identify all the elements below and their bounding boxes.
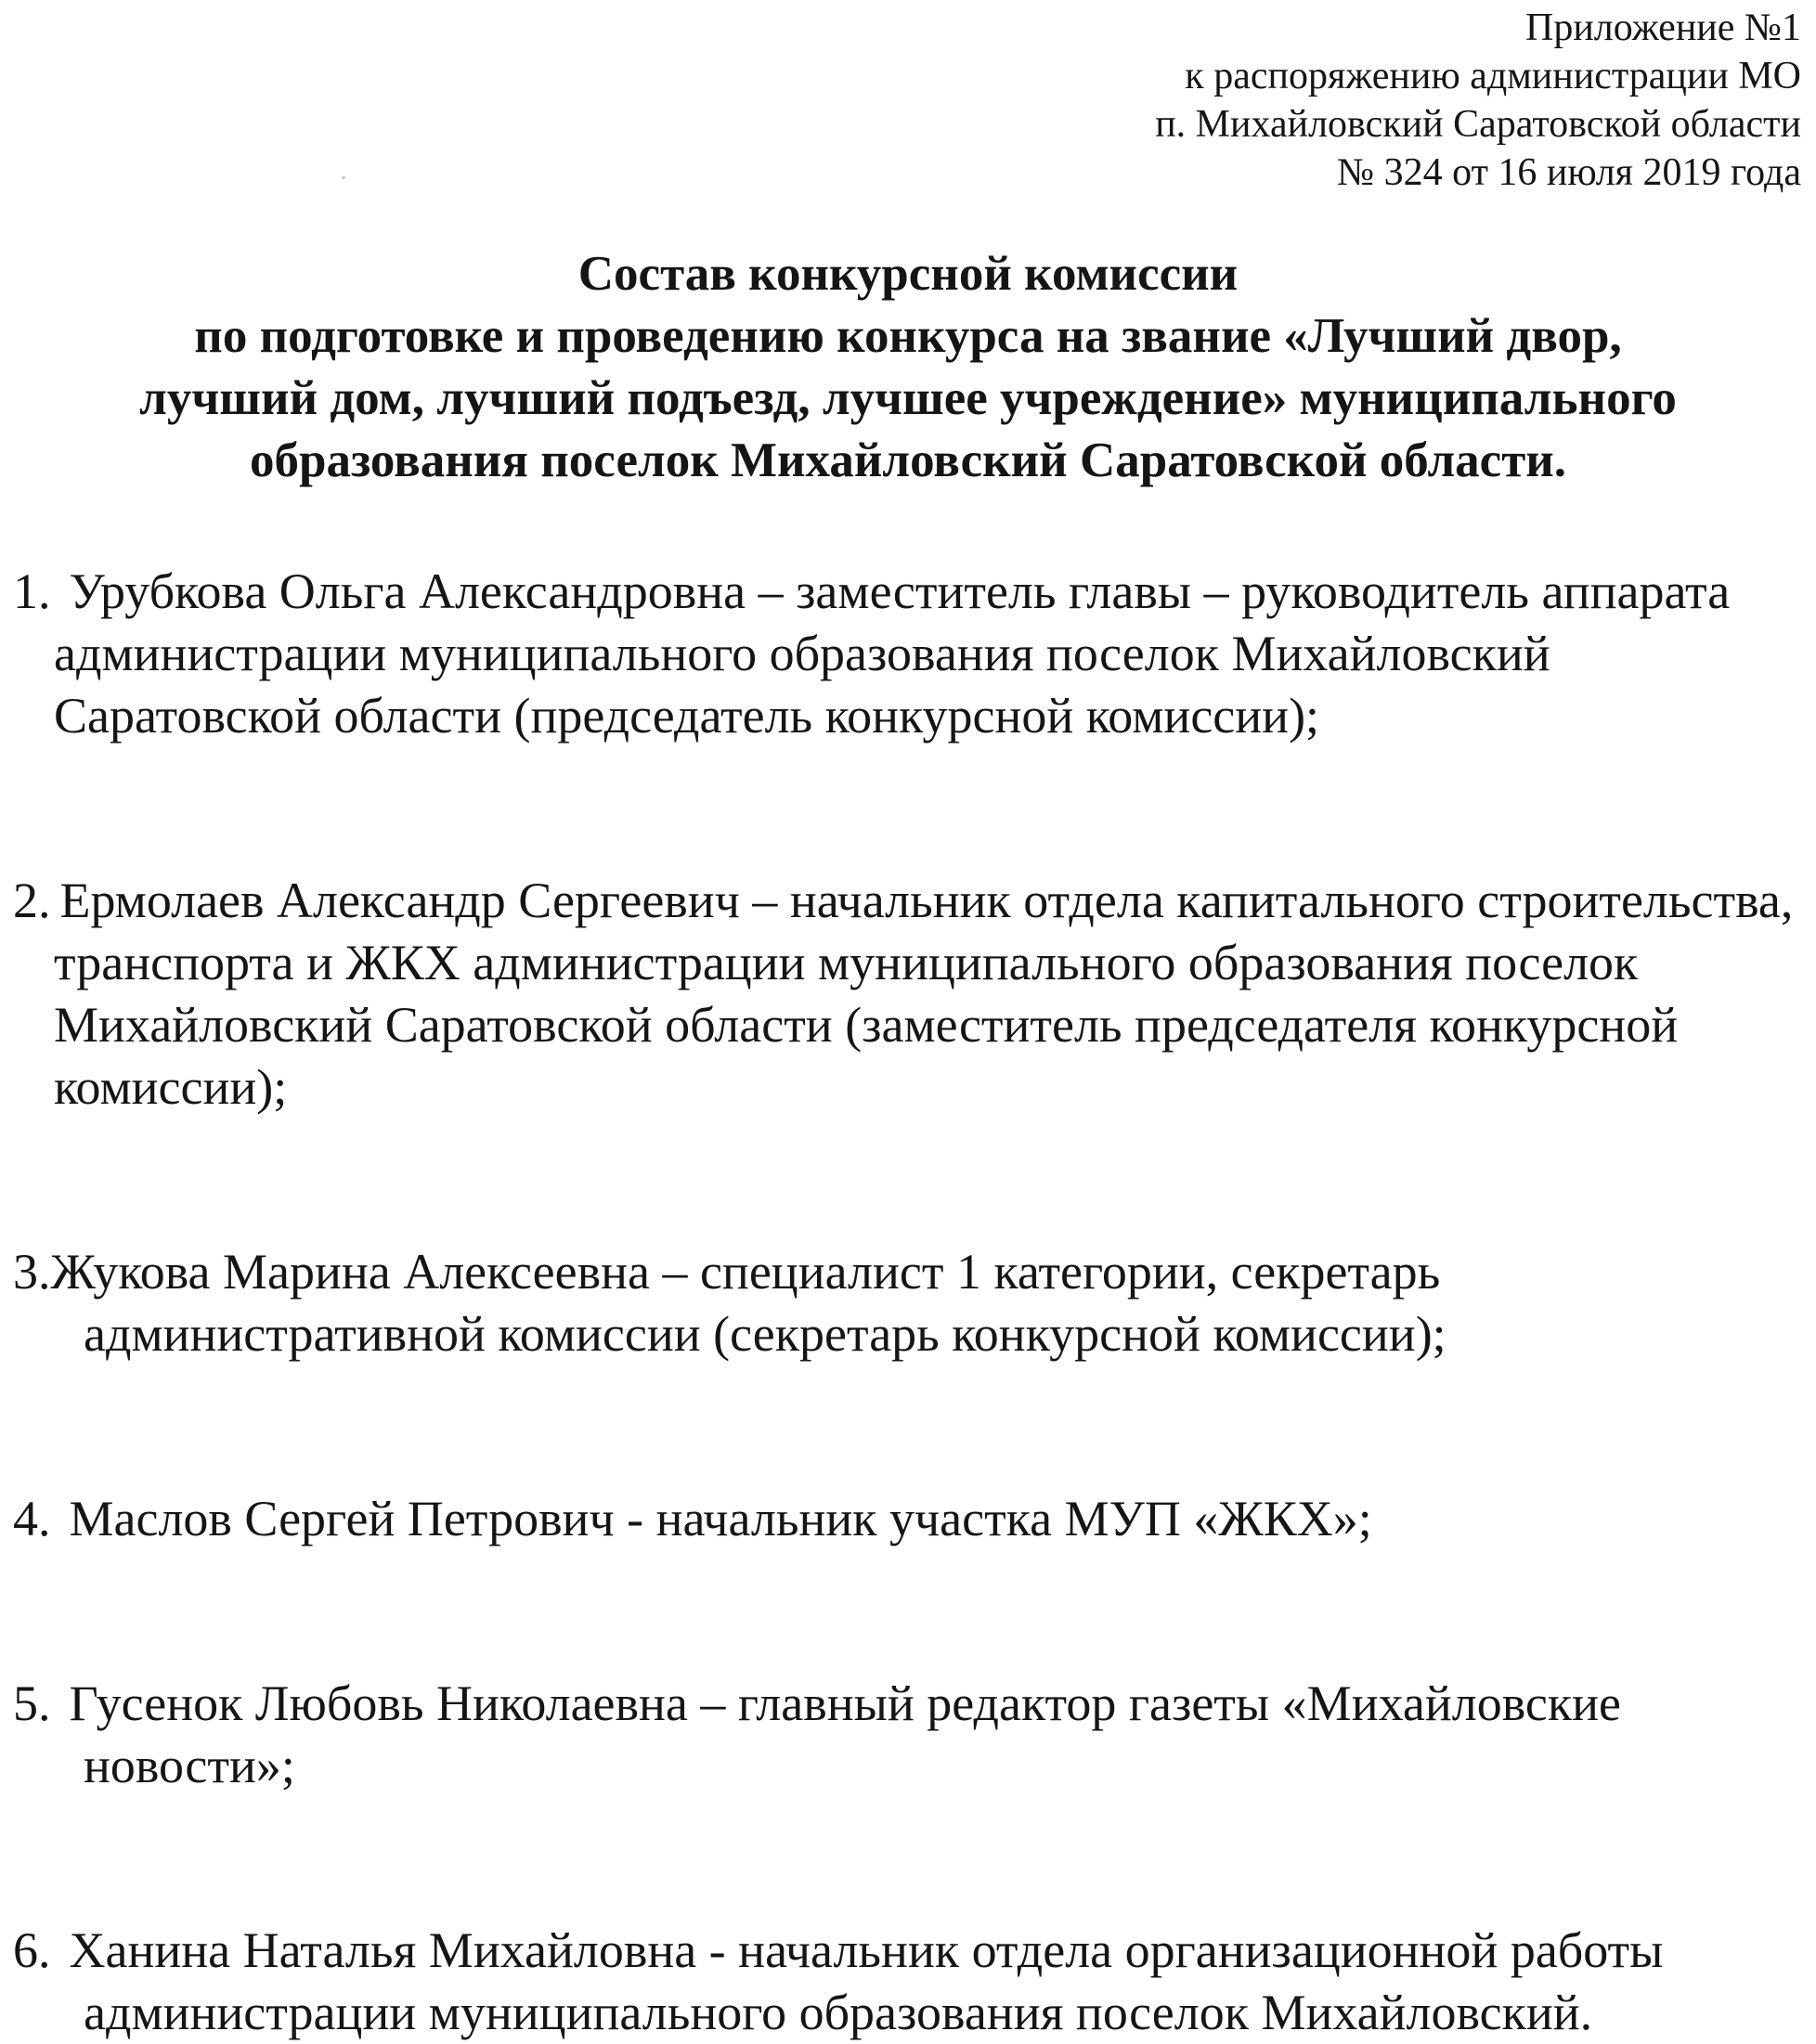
commission-members-list xyxy=(13,561,1805,2044)
item-text: Ермолаев Александр Сергеевич – начальник отдела капитального строительства, транспорта и ЖКХ администрации муниципального образования поселок Михайловский Саратовской области (заместитель председателя конкурсной комиссии); xyxy=(54,873,1794,1115)
item-text: Ханина Наталья Михайловна - начальник отдела организационной работы администрации муниципального образования поселок Михайловский. xyxy=(69,1922,1664,2040)
title-line-4: образования поселок Михайловский Саратовской области. xyxy=(249,433,1567,487)
list-item xyxy=(13,561,1805,747)
document-title xyxy=(37,243,1779,492)
item-number: 6. xyxy=(13,1922,51,1978)
list-item xyxy=(13,1920,1805,2044)
item-number: 2. xyxy=(13,873,51,928)
item-number: 1. xyxy=(13,563,51,619)
item-text: Жукова Марина Алексеевна – специалист 1 категории, секретарь административной комиссии (секретарь конкурсной комиссии); xyxy=(50,1244,1446,1362)
appendix-line-1: Приложение №1 xyxy=(1525,6,1801,49)
list-item xyxy=(13,1241,1805,1365)
title-line-3: лучший дом, лучший подъезд, лучшее учреждение» муниципального xyxy=(139,371,1677,425)
item-number: 5. xyxy=(13,1675,51,1731)
title-line-1: Состав конкурсной комиссии xyxy=(577,247,1239,301)
item-text: Гусенок Любовь Николаевна – главный редактор газеты «Михайловские новости»; xyxy=(69,1675,1621,1793)
item-number: 4. xyxy=(13,1491,51,1546)
scan-speck xyxy=(342,176,345,179)
item-text: Маслов Сергей Петрович - начальник участка МУП «ЖКХ»; xyxy=(69,1491,1372,1546)
list-item xyxy=(13,1488,1805,1550)
appendix-line-3: п. Михайловский Саратовской области xyxy=(1155,103,1801,146)
item-number: 3. xyxy=(13,1244,51,1300)
list-item xyxy=(13,1673,1805,1797)
appendix-line-4: № 324 от 16 июля 2019 года xyxy=(1337,151,1801,194)
item-text: Урубкова Ольга Александровна – заместитель главы – руководитель аппарата администрации муниципального образования поселок Михайловский Саратовской области (председатель конкурсной комиссии); xyxy=(54,563,1731,744)
appendix-line-2: к распоряжению администрации МО xyxy=(1185,55,1801,97)
list-item xyxy=(13,870,1805,1119)
title-line-2: по подготовке и проведению конкурса на звание «Лучший двор, xyxy=(194,309,1622,363)
appendix-header xyxy=(1155,4,1801,197)
